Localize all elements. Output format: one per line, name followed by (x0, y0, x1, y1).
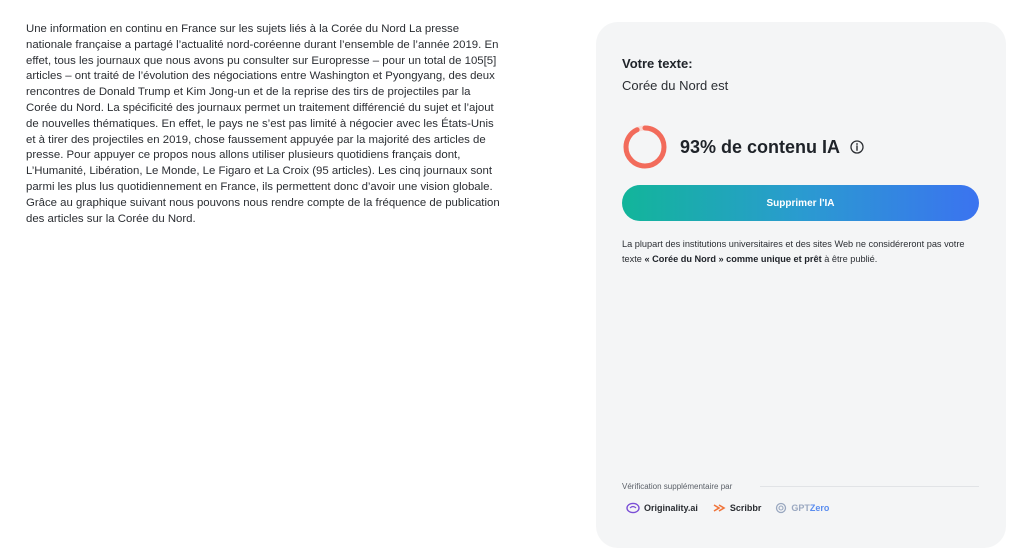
scribbr-icon (712, 502, 726, 514)
verification-divider (760, 486, 979, 487)
originality-ai-logo[interactable] (626, 502, 698, 514)
verification-tools (626, 502, 843, 514)
disclaimer-text (622, 237, 984, 267)
ai-detection-panel (596, 22, 1006, 548)
ai-score-row (622, 124, 864, 170)
gptzero-prefix: GPT (791, 503, 810, 513)
info-circle-icon[interactable] (850, 140, 864, 154)
ai-score-ring (622, 124, 668, 170)
your-text-label: Votre texte: (622, 56, 693, 71)
scribbr-logo[interactable] (712, 502, 762, 514)
article-text: Une information en continu en France sur les sujets liés à la Corée du Nord La presse nationale française a partagé l’actualité nord-coréenne durant l’ensemble de l’année 2019. En effet, tous les journaux que nous avons pu consulter sur Europresse – pour un total de 105[5] articles – ont traité de l’évolution des négociations entre Washington et Pyongyang, des deux rencontres de Donald Trump et Kim Jong-un et de la reprise des tirs de projectiles par la Corée du Nord. La spécificité des journaux permet un traitement différencié du sujet et l’ajout de nouvelles thématiques. En effet, le pays ne s’est pas limité à négocier avec les États-Unis et à tirer des projectiles en 2019, chose faussement appuyée par la majorité des articles de presse. Pour appuyer ce propos nous allons utiliser plusieurs quotidiens français dont, L’Humanité, Libération, Le Monde, Le Figaro et La Croix (95 articles). Les cinq journaux sont parmi les plus lus quotidiennement en France, ils permettent donc d’avoir une vision globale. Grâce au graphique suivant nous pouvons nous rendre compte de la fréquence de publication des articles sur la Corée du Nord. (26, 23, 500, 225)
scribbr-label: Scribbr (729, 503, 762, 513)
disclaimer-part1: La plupart des institutions universitaires et des sites Web ne considéreront pas votre texte (622, 239, 965, 264)
gptzero-label (791, 503, 829, 513)
gptzero-logo[interactable] (775, 502, 829, 514)
gptzero-suffix: Zero (809, 503, 830, 513)
disclaimer-bold: « Corée du Nord » comme unique et prêt (644, 254, 822, 264)
verification-label: Vérification supplémentaire par (622, 482, 733, 491)
remove-ai-button[interactable]: Supprimer l'IA (622, 185, 979, 221)
ai-score-text: 93% de contenu IA (680, 136, 841, 157)
text-snippet: Corée du Nord est (622, 78, 729, 93)
disclaimer-part2: à être publié. (821, 254, 878, 264)
gptzero-icon (775, 502, 787, 514)
originality-brain-icon (626, 502, 640, 514)
originality-ai-label: Originality.ai (644, 503, 698, 513)
